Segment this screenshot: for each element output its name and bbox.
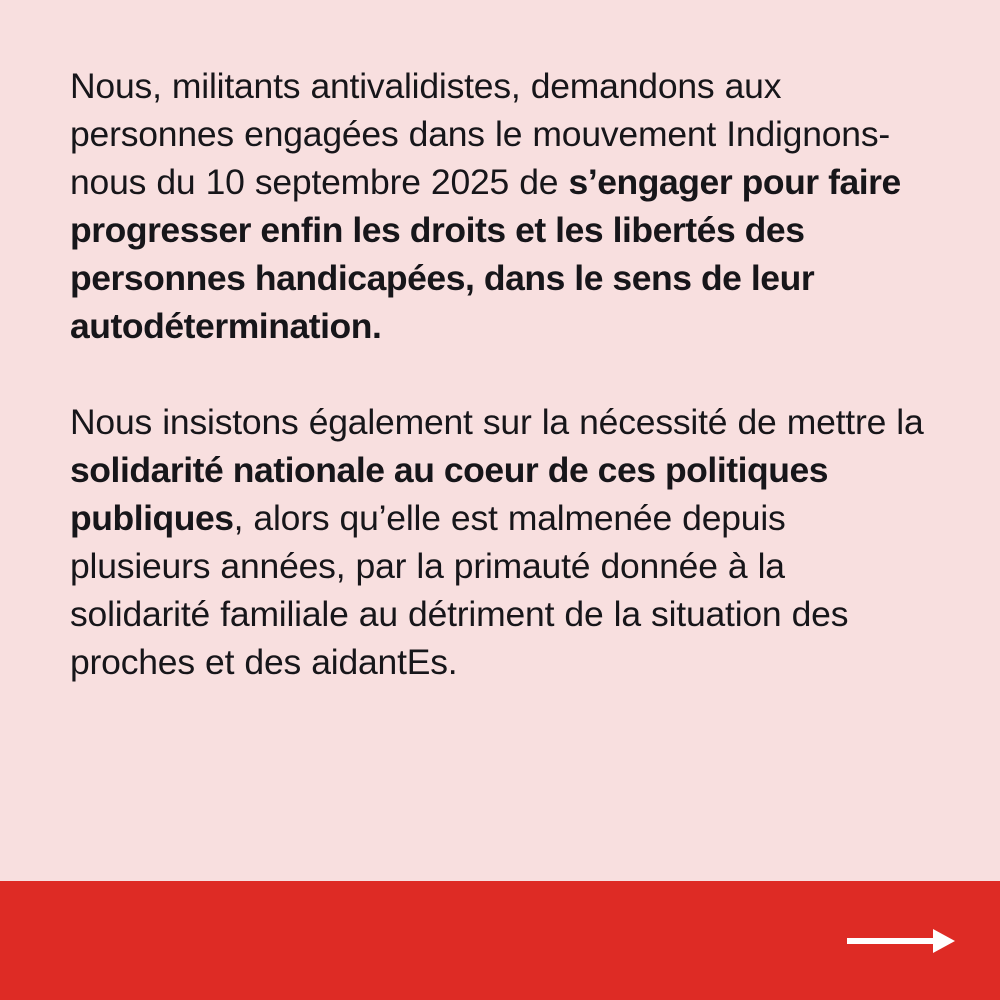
- slide-text-content: [70, 62, 932, 686]
- footer-bar: [0, 881, 1000, 1000]
- arrow-right-icon[interactable]: [847, 926, 955, 956]
- body-text: Nous insistons également sur la nécessité de mettre la: [70, 402, 924, 442]
- emphasis-text: s’engager pour faire progresser enfin les droits et les libertés des personnes handicapées, dans le sens de leur autodétermination.: [70, 162, 901, 346]
- body-text: , alors qu’elle est malmenée depuis plusieurs années, par la primauté donnée à la solidarité familiale au détriment de la situation des proches et des aidantEs.: [70, 498, 849, 682]
- paragraph-2: [70, 398, 932, 686]
- paragraph-1: [70, 62, 932, 350]
- body-text: Nous, militants antivalidistes, demandons aux personnes engagées dans le mouvement Indignons-nous du 10 septembre 2025 de: [70, 66, 891, 202]
- emphasis-text: solidarité nationale au coeur de ces politiques publiques: [70, 450, 829, 538]
